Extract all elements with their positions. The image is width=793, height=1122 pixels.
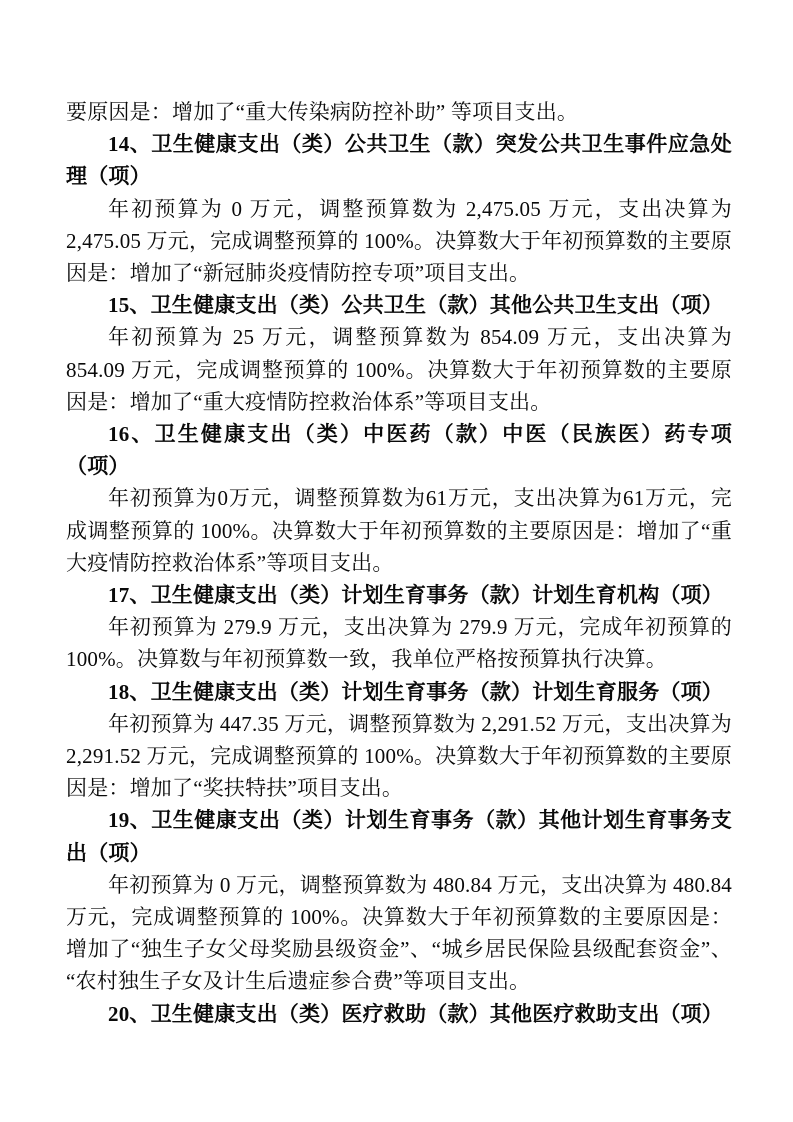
section-heading-item15: 15、卫生健康支出（类）公共卫生（款）其他公共卫生支出（项）	[108, 293, 723, 318]
document-body	[66, 96, 732, 1030]
body-paragraph-item19: 年初预算为 0 万元，调整预算数为 480.84 万元，支出决算为 480.84 万元，完成调整预算的 100%。决算数大于年初预算数的主要原因是：增加了“独生子女父母奖励县级资金”、“城乡居民保险县级配套资金”、“农村独生子女及计生后遗症参合费”等项目支出。	[66, 872, 732, 994]
section-heading-item17: 17、卫生健康支出（类）计划生育事务（款）计划生育机构（项）	[108, 583, 723, 608]
section-heading-item18: 18、卫生健康支出（类）计划生育事务（款）计划生育服务（项）	[108, 679, 723, 704]
body-paragraph-item18: 年初预算为 447.35 万元，调整预算数为 2,291.52 万元，支出决算为 2,291.52 万元，完成调整预算的 100%。决算数大于年初预算数的主要原因是：增加了“奖扶特扶”项目支出。	[66, 711, 732, 801]
body-paragraph-item17: 年初预算为 279.9 万元，支出决算为 279.9 万元，完成年初预算的 100%。决算数与年初预算数一致，我单位严格按预算执行决算。	[66, 615, 732, 672]
body-paragraph-item16: 年初预算为0万元，调整预算数为61万元，支出决算为61万元，完成调整预算的 100%。决算数大于年初预算数的主要原因是：增加了“重大疫情防控救治体系”等项目支出。	[66, 486, 732, 575]
section-heading-item16: 16、卫生健康支出（类）中医药（款）中医（民族医）药专项（项）	[66, 422, 732, 479]
body-paragraph-item14: 年初预算为 0 万元，调整预算数为 2,475.05 万元，支出决算为 2,475.05 万元，完成调整预算的 100%。决算数大于年初预算数的主要原因是：增加了“新冠肺炎疫情防控专项”项目支出。	[66, 196, 732, 286]
section-heading-item14: 14、卫生健康支出（类）公共卫生（款）突发公共卫生事件应急处理（项）	[66, 132, 732, 189]
section-heading-item20: 20、卫生健康支出（类）医疗救助（款）其他医疗救助支出（项）	[108, 1001, 723, 1026]
body-paragraph-item15: 年初预算为 25 万元，调整预算数为 854.09 万元，支出决算为 854.09 万元，完成调整预算的 100%。决算数大于年初预算数的主要原因是：增加了“重大疫情防控救治体系”等项目支出。	[66, 325, 732, 414]
section-heading-item19: 19、卫生健康支出（类）计划生育事务（款）其他计划生育事务支出（项）	[66, 808, 732, 865]
paragraph-continuation-item13: 要原因是：增加了“重大传染病防控补助” 等项目支出。	[66, 100, 579, 124]
